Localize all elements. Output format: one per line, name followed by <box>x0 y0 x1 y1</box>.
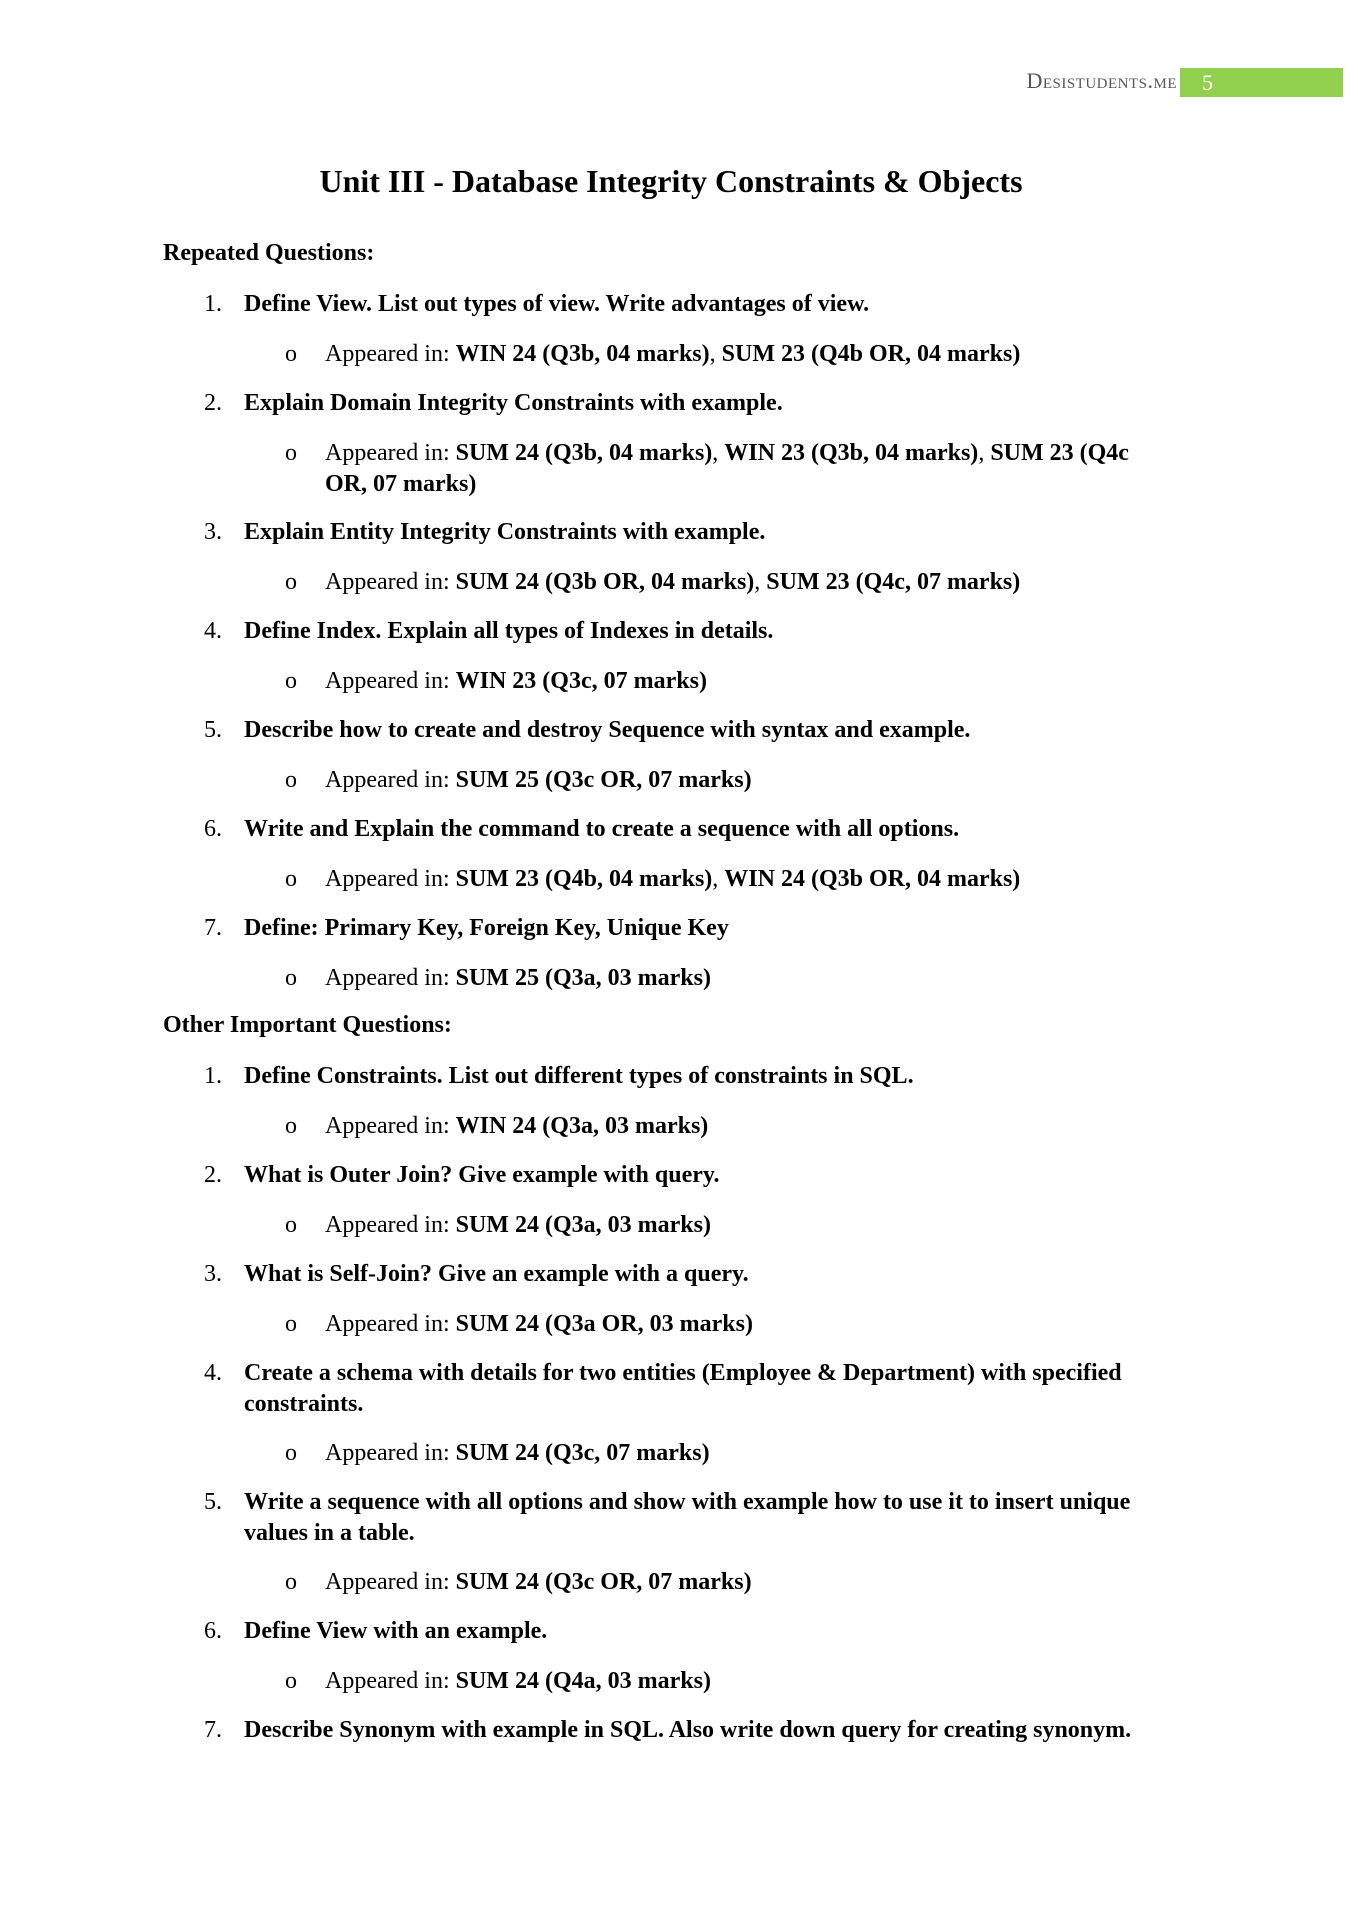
appeared-in-text: Appeared in: WIN 24 (Q3b, 04 marks), SUM 23 (Q4b OR, 04 marks) <box>325 341 1021 367</box>
question-number: 6. <box>204 816 222 842</box>
exam-source: WIN 24 (Q3a, 03 marks) <box>455 1113 709 1139</box>
section-heading: Repeated Questions: <box>163 240 375 266</box>
question-number: 6. <box>204 1618 222 1644</box>
exam-source: SUM 23 (Q4b, 04 marks) <box>455 866 713 892</box>
question-text: Define View. List out types of view. Write advantages of view. <box>244 291 870 317</box>
appeared-in-label: Appeared in: <box>325 866 456 892</box>
appeared-in-label: Appeared in: <box>325 440 456 466</box>
bullet-icon: o <box>285 1113 297 1139</box>
appeared-in-label: Appeared in: <box>325 1311 456 1337</box>
exam-source: WIN 23 (Q3b, 04 marks) <box>724 440 979 466</box>
appeared-in-text <box>325 765 1175 796</box>
appeared-in-label: Appeared in: <box>325 1113 456 1139</box>
appeared-in-text <box>325 1111 1175 1142</box>
question-number: 4. <box>204 618 222 644</box>
appeared-in-text: Appeared in: SUM 24 (Q3b OR, 04 marks), SUM 23 (Q4c, 07 marks) <box>325 569 1021 595</box>
appeared-in-text <box>325 666 1175 697</box>
exam-source: SUM 23 (Q4c OR, 07 marks) <box>325 440 1129 497</box>
question-number: 4. <box>204 1360 222 1386</box>
appeared-in-label: Appeared in: <box>325 1212 456 1238</box>
appeared-in-text: Appeared in: SUM 24 (Q3b, 04 marks), WIN 23 (Q3b, 04 marks), SUM 23 (Q4c OR, 07 marks) <box>325 440 1129 497</box>
question-number: 5. <box>204 1489 222 1515</box>
question-text: What is Self-Join? Give an example with a query. <box>244 1261 749 1287</box>
bullet-icon: o <box>285 1569 297 1595</box>
bullet-icon: o <box>285 440 297 466</box>
bullet-icon: o <box>285 1212 297 1238</box>
bullet-icon: o <box>285 1440 297 1466</box>
question-number: 5. <box>204 717 222 743</box>
exam-source: SUM 25 (Q3c OR, 07 marks) <box>455 767 752 793</box>
bullet-icon: o <box>285 965 297 991</box>
appeared-in-text <box>325 963 1175 994</box>
exam-source: SUM 24 (Q3b OR, 04 marks) <box>455 569 755 595</box>
exam-source: SUM 24 (Q3c, 07 marks) <box>455 1440 710 1466</box>
question-text: What is Outer Join? Give example with query. <box>244 1162 720 1188</box>
exam-source: SUM 24 (Q3a, 03 marks) <box>455 1212 711 1238</box>
section-heading: Other Important Questions: <box>163 1012 452 1038</box>
question-text: Create a schema with details for two entities (Employee & Department) with specified constraints. <box>244 1360 1122 1417</box>
bullet-icon: o <box>285 866 297 892</box>
appeared-in-label: Appeared in: <box>325 965 456 991</box>
appeared-in-label: Appeared in: <box>325 569 456 595</box>
question-text: Define Constraints. List out different types of constraints in SQL. <box>244 1063 914 1089</box>
question-number: 1. <box>204 1063 222 1089</box>
appeared-in-text <box>325 1210 1175 1241</box>
exam-source: SUM 24 (Q3a OR, 03 marks) <box>455 1311 753 1337</box>
question-number: 7. <box>204 1717 222 1743</box>
bullet-icon: o <box>285 341 297 367</box>
question-text: Explain Domain Integrity Constraints with example. <box>244 390 783 416</box>
bullet-icon: o <box>285 569 297 595</box>
page-number: 5 <box>1180 68 1343 97</box>
exam-source: SUM 23 (Q4c, 07 marks) <box>766 569 1021 595</box>
appeared-in-label: Appeared in: <box>325 668 456 694</box>
bullet-icon: o <box>285 668 297 694</box>
question-number: 2. <box>204 1162 222 1188</box>
exam-source: SUM 24 (Q4a, 03 marks) <box>455 1668 711 1694</box>
exam-source: SUM 23 (Q4b OR, 04 marks) <box>721 341 1021 367</box>
appeared-in-text <box>325 1438 1175 1469</box>
bullet-icon: o <box>285 1311 297 1337</box>
appeared-in-text <box>325 1309 1175 1340</box>
question-text: Define View with an example. <box>244 1618 548 1644</box>
question-text: Define: Primary Key, Foreign Key, Unique Key <box>244 915 729 941</box>
page-title: Unit III - Database Integrity Constraints & Objects <box>319 163 1023 199</box>
exam-source: WIN 24 (Q3b, 04 marks) <box>455 341 710 367</box>
appeared-in-text <box>325 1666 1175 1697</box>
appeared-in-label: Appeared in: <box>325 1668 456 1694</box>
appeared-in-label: Appeared in: <box>325 1569 456 1595</box>
question-number: 7. <box>204 915 222 941</box>
question-text: Describe how to create and destroy Sequence with syntax and example. <box>244 717 971 743</box>
question-text: Write a sequence with all options and show with example how to use it to insert unique values in a table. <box>244 1489 1131 1546</box>
bullet-icon: o <box>285 1668 297 1694</box>
appeared-in-text: Appeared in: SUM 23 (Q4b, 04 marks), WIN 24 (Q3b OR, 04 marks) <box>325 866 1021 892</box>
appeared-in-label: Appeared in: <box>325 767 456 793</box>
exam-source: SUM 25 (Q3a, 03 marks) <box>455 965 711 991</box>
bullet-icon: o <box>285 767 297 793</box>
appeared-in-label: Appeared in: <box>325 1440 456 1466</box>
question-text: Describe Synonym with example in SQL. Also write down query for creating synonym. <box>244 1717 1132 1743</box>
exam-source: SUM 24 (Q3c OR, 07 marks) <box>455 1569 752 1595</box>
question-text: Explain Entity Integrity Constraints with example. <box>244 519 766 545</box>
appeared-in-text <box>325 1567 1175 1598</box>
question-text: Define Index. Explain all types of Indexes in details. <box>244 618 774 644</box>
question-number: 3. <box>204 1261 222 1287</box>
question-number: 3. <box>204 519 222 545</box>
question-text: Write and Explain the command to create a sequence with all options. <box>244 816 960 842</box>
exam-source: WIN 23 (Q3c, 07 marks) <box>455 668 707 694</box>
exam-source: WIN 24 (Q3b OR, 04 marks) <box>724 866 1021 892</box>
exam-source: SUM 24 (Q3b, 04 marks) <box>455 440 713 466</box>
question-number: 1. <box>204 291 222 317</box>
question-number: 2. <box>204 390 222 416</box>
site-name: Desistudents.me <box>1026 68 1177 93</box>
appeared-in-label: Appeared in: <box>325 341 456 367</box>
